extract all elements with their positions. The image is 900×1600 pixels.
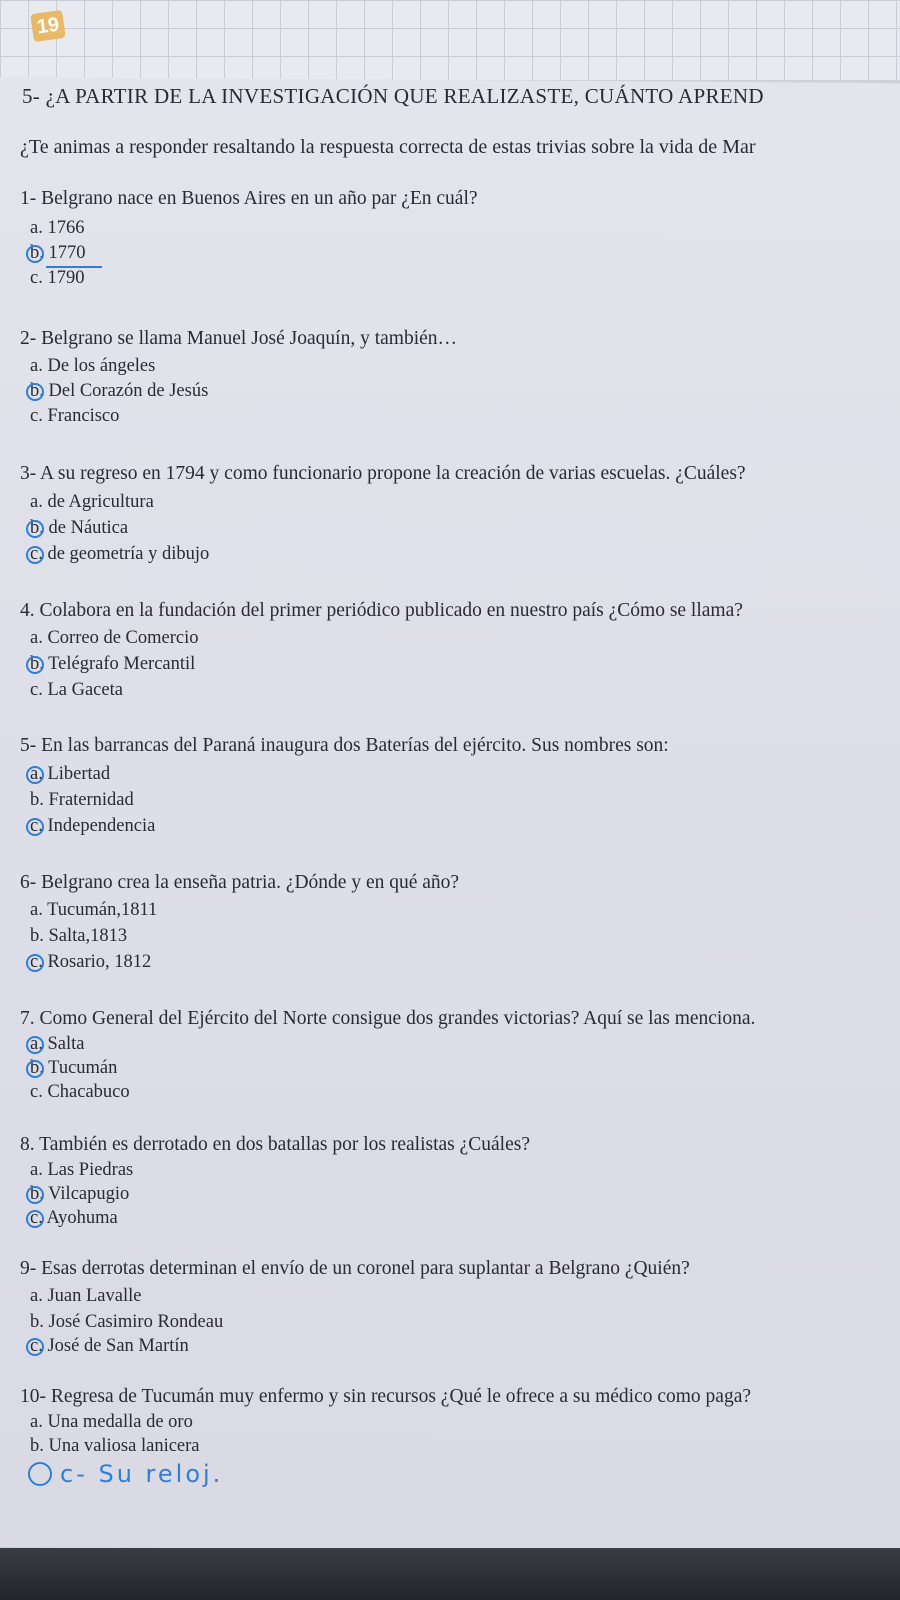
option-7a: a. Salta <box>30 1034 85 1054</box>
handwritten-answer: c- Su reloj. <box>60 1460 224 1488</box>
answer-circle-mark <box>26 1036 44 1054</box>
question-10: 10- Regresa de Tucumán muy enfermo y sin recursos ¿Qué le ofrece a su médico como paga? <box>20 1386 752 1407</box>
option-5b: b. Fraternidad <box>30 790 134 810</box>
option-8b: b. Vilcapugio <box>30 1184 130 1204</box>
option-3a: a. de Agricultura <box>30 492 154 512</box>
question-9: 9- Esas derrotas determinan el envío de un coronel para suplantar a Belgrano ¿Quién? <box>20 1258 690 1279</box>
answer-circle-mark <box>26 1210 44 1228</box>
option-10a: a. Una medalla de oro <box>30 1412 193 1432</box>
option-1a: a. 1766 <box>30 218 85 238</box>
option-2c: c. Francisco <box>30 406 120 426</box>
page-number-sticker: 19 <box>30 10 66 42</box>
option-8a: a. Las Piedras <box>30 1160 134 1180</box>
answer-underline-mark <box>46 266 102 268</box>
option-8c: c. Ayohuma <box>30 1208 118 1228</box>
option-1b: b. 1770 <box>30 243 86 263</box>
option-9b: b. José Casimiro Rondeau <box>30 1312 224 1332</box>
option-7c: c. Chacabuco <box>30 1082 130 1102</box>
option-3b: b. de Náutica <box>30 518 129 538</box>
question-5: 5- En las barrancas del Paraná inaugura dos Baterías del ejército. Sus nombres son: <box>20 735 669 756</box>
option-1c: c. 1790 <box>30 268 85 288</box>
option-9c: c. José de San Martín <box>30 1336 189 1356</box>
answer-circle-mark <box>26 766 44 784</box>
option-5c: c. Independencia <box>30 816 156 836</box>
question-7: 7. Como General del Ejército del Norte consigue dos grandes victorias? Aquí se las menciona. <box>20 1008 756 1029</box>
option-6a: a. Tucumán,1811 <box>30 900 158 920</box>
option-7b: b. Tucumán <box>30 1058 118 1078</box>
question-6: 6- Belgrano crea la enseña patria. ¿Dónde y en qué año? <box>20 872 460 893</box>
answer-circle-mark <box>26 383 44 401</box>
answer-circle-mark <box>26 656 44 674</box>
answer-circle-mark <box>28 1462 52 1486</box>
answer-circle-mark <box>26 520 44 538</box>
answer-circle-mark <box>26 546 44 564</box>
option-9a: a. Juan Lavalle <box>30 1286 142 1306</box>
option-6b: b. Salta,1813 <box>30 926 128 946</box>
option-6c: c. Rosario, 1812 <box>30 952 152 972</box>
option-4b: b. Telégrafo Mercantil <box>30 654 196 674</box>
answer-circle-mark <box>26 954 44 972</box>
question-2: 2- Belgrano se llama Manuel José Joaquín, y también… <box>20 328 458 349</box>
answer-circle-mark <box>26 245 44 263</box>
option-4c: c. La Gaceta <box>30 680 123 700</box>
option-2a: a. De los ángeles <box>30 356 156 376</box>
answer-circle-mark <box>26 1186 44 1204</box>
question-8: 8. También es derrotado en dos batallas por los realistas ¿Cuáles? <box>20 1134 530 1155</box>
question-4: 4. Colabora en la fundación del primer periódico publicado en nuestro país ¿Cómo se llama? <box>20 600 743 621</box>
answer-circle-mark <box>26 1338 44 1356</box>
option-3c: c. de geometría y dibujo <box>30 544 210 564</box>
option-2b: b. Del Corazón de Jesús <box>30 381 209 401</box>
option-10b: b. Una valiosa lanicera <box>30 1436 200 1456</box>
answer-circle-mark <box>26 818 44 836</box>
section-heading: 5- ¿A PARTIR DE LA INVESTIGACIÓN QUE REALIZASTE, CUÁNTO APREND <box>22 84 764 108</box>
question-1: 1- Belgrano nace en Buenos Aires en un año par ¿En cuál? <box>20 188 478 209</box>
answer-circle-mark <box>26 1060 44 1078</box>
option-5a: a. Libertad <box>30 764 111 784</box>
option-4a: a. Correo de Comercio <box>30 628 199 648</box>
question-3: 3- A su regreso en 1794 y como funcionario propone la creación de varias escuelas. ¿Cuáles? <box>20 463 746 484</box>
intro-text: ¿Te animas a responder resaltando la respuesta correcta de estas trivias sobre la vida de Mar <box>20 136 756 158</box>
